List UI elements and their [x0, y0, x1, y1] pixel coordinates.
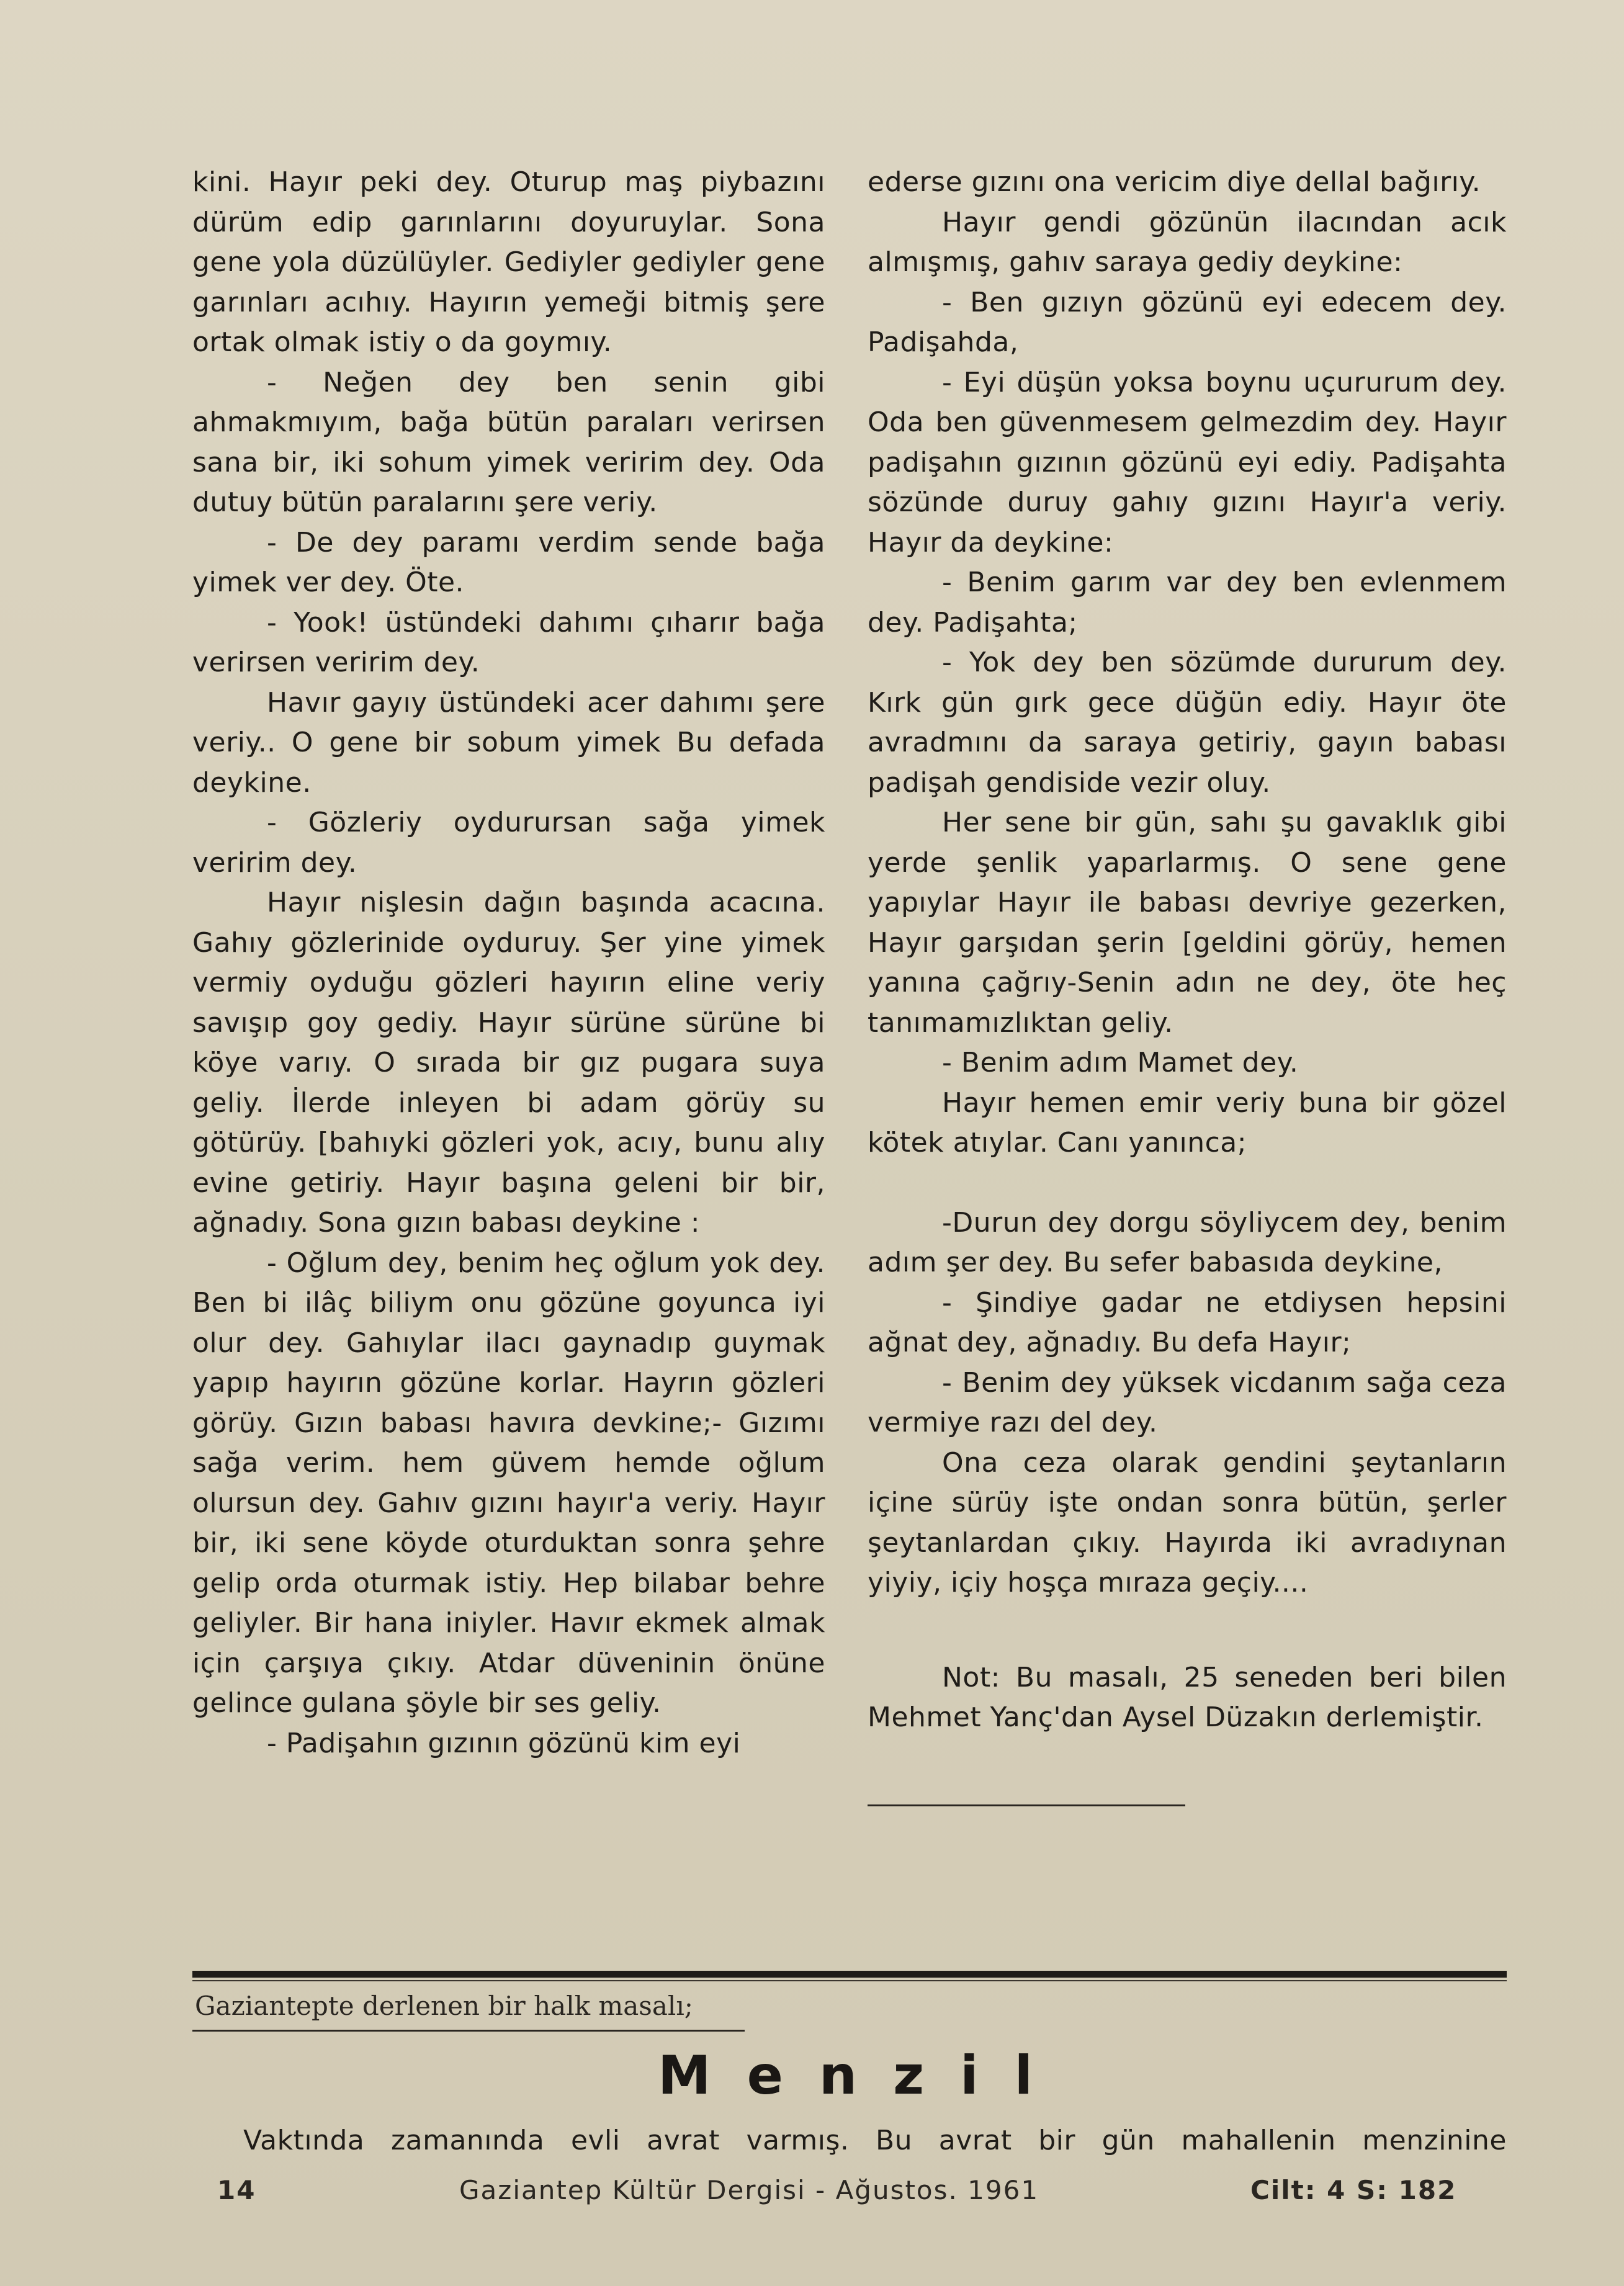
paragraph: kini. Hayır peki dey. Oturup maş piybazını dürüm edip garınlarını doyuruylar. Sona gene yola düzülüyler. Gediyler gediyler gene garınları acıhıy. Hayırın yemeği bitmiş şere ortak olmak istiy o da goymıy.	[192, 166, 825, 358]
story-caption: Gaziantepte derlenen bir halk masalı;	[195, 1991, 693, 2021]
caption-underline	[192, 2030, 745, 2032]
paragraph: - Padişahın gızının gözünü kim eyi	[267, 1727, 741, 1759]
paragraph: -Durun dey dorgu söyliycem dey, benim adım şer dey. Bu sefer babasıda deykine,	[868, 1206, 1507, 1278]
paragraph: Havır gayıy üstündeki acer dahımı şere veriy.. O gene bir sobum yimek Bu defada deykine.	[192, 686, 825, 799]
section-divider-thick	[192, 1971, 1507, 1978]
paragraph-gap	[868, 1163, 1507, 1203]
paragraph: - Yook! üstündeki dahımı çıharır bağa verirsen veririm dey.	[192, 606, 825, 678]
paragraph: Hayır nişlesin dağın başında acacına. Gahıy gözlerinide oyduruy. Şer yine yimek vermiy oyduğu gözleri hayırın eline veriy savışıp goy gediy. Hayır sürüne sürüne bi köye varıy. O sırada bir gız pugara suya geliy. İlerde inleyen bi adam görüy su götürüy. [bahıyki gözleri yok, acıy, bunu alıy evine getiriy. Hayır başına geleni bir bir, ağnadıy. Sona gızın babası deykine :	[192, 887, 825, 1239]
paragraph: - Neğen dey ben senin gibi ahmakmıyım, bağa bütün paraları verirsen sana bir, iki sohum yimek veririm dey. Oda dutuy bütün paralarını şere veriy.	[192, 366, 825, 518]
page-number: 14	[217, 2175, 256, 2205]
paragraph: - Benim dey yüksek vicdanım sağa ceza vermiye razı del dey.	[868, 1366, 1507, 1438]
footnote-divider	[868, 1804, 1185, 1806]
paragraph: Hayır hemen emir veriy buna bir gözel kötek atıylar. Canı yanınca;	[868, 1087, 1507, 1159]
next-story-title: Menzil	[658, 2045, 1069, 2107]
paragraph: - Eyi düşün yoksa boynu uçururum dey. Oda ben güvenmesem gelmezdim dey. Hayır padişahın gızının gözünü eyi ediy. Padişahta sözünde duruy gahıy gızını Hayır'a veriy. Hayır da deykine:	[868, 366, 1507, 558]
footnote: Not: Bu masalı, 25 seneden beri bilen Mehmet Yanç'dan Aysel Düzakın derlemiştir.	[868, 1661, 1507, 1733]
left-text-column	[192, 163, 825, 1764]
paragraph: - Şindiye gadar ne etdiysen hepsini ağnat dey, ağnadıy. Bu defa Hayır;	[868, 1286, 1507, 1358]
paragraph: - De dey paramı verdim sende bağa yimek ver dey. Öte.	[192, 526, 825, 598]
paragraph: Hayır gendi gözünün ilacından acık almışmış, gahıv saraya gediy deykine:	[868, 206, 1507, 278]
next-story-first-line: Vaktında zamanında evli avrat varmış. Bu avrat bir gün mahallenin menzinine	[243, 2125, 1507, 2156]
paragraph: - Gözleriy oydurursan sağa yimek veririm dey.	[192, 807, 825, 879]
paragraph: - Ben gızıyn gözünü eyi edecem dey. Padişahda,	[868, 286, 1507, 358]
journal-name: Gaziantep Kültür Dergisi - Ağustos. 1961	[459, 2175, 1039, 2205]
paragraph: - Yok dey ben sözümde dururum dey. Kırk gün gırk gece düğün ediy. Hayır öte avradmını da saraya getiriy, gayın babası padişah gendiside vezir oluy.	[868, 647, 1507, 799]
paragraph: Her sene bir gün, sahı şu gavaklık gibi yerde şenlik yaparlarmış. O sene gene yapıylar Hayır ile babası devriye gezerken, Hayır garşıdan şerin [geldini görüy, hemen yanına çağrıy-Senin adın ne dey, öte heç tanımamızlıktan geliy.	[868, 807, 1507, 1039]
right-text-column	[868, 163, 1507, 1738]
section-divider-thin	[192, 1980, 1507, 1981]
paragraph: Ona ceza olarak gendini şeytanların içine sürüy işte ondan sonra bütün, şerler şeytanlardan çıkıy. Hayırda iki avradıynan yiyiy, içiy hoşça mıraza geçiy....	[868, 1446, 1507, 1598]
footnote-spacer	[868, 1603, 1507, 1658]
paragraph: - Oğlum dey, benim heç oğlum yok dey. Ben bi ilâç biliym onu gözüne goyunca iyi olur dey. Gahıylar ilacı gaynadıp guymak yapıp hayırın gözüne korlar. Hayrın gözleri görüy. Gızın babası havıra devkine;- Gızımı sağa verim. hem güvem hemde oğlum olursun dey. Gahıv gızını hayır'a veriy. Hayır bir, iki sene köyde oturduktan sonra şehre gelip orda oturmak istiy. Hep bilabar behre geliyler. Bir hana iniyler. Havır ekmek almak için çarşıya çıkıy. Atdar düveninin önüne gelince gulana şöyle bir ses geliy.	[192, 1247, 825, 1719]
paragraph: - Benim garım var dey ben evlenmem dey. Padişahta;	[868, 567, 1507, 639]
paragraph: - Benim adım Mamet dey.	[942, 1047, 1299, 1078]
issue-number: Cilt: 4 S: 182	[1250, 2175, 1457, 2205]
paragraph: ederse gızını ona vericim diye dellal bağırıy.	[868, 166, 1481, 198]
